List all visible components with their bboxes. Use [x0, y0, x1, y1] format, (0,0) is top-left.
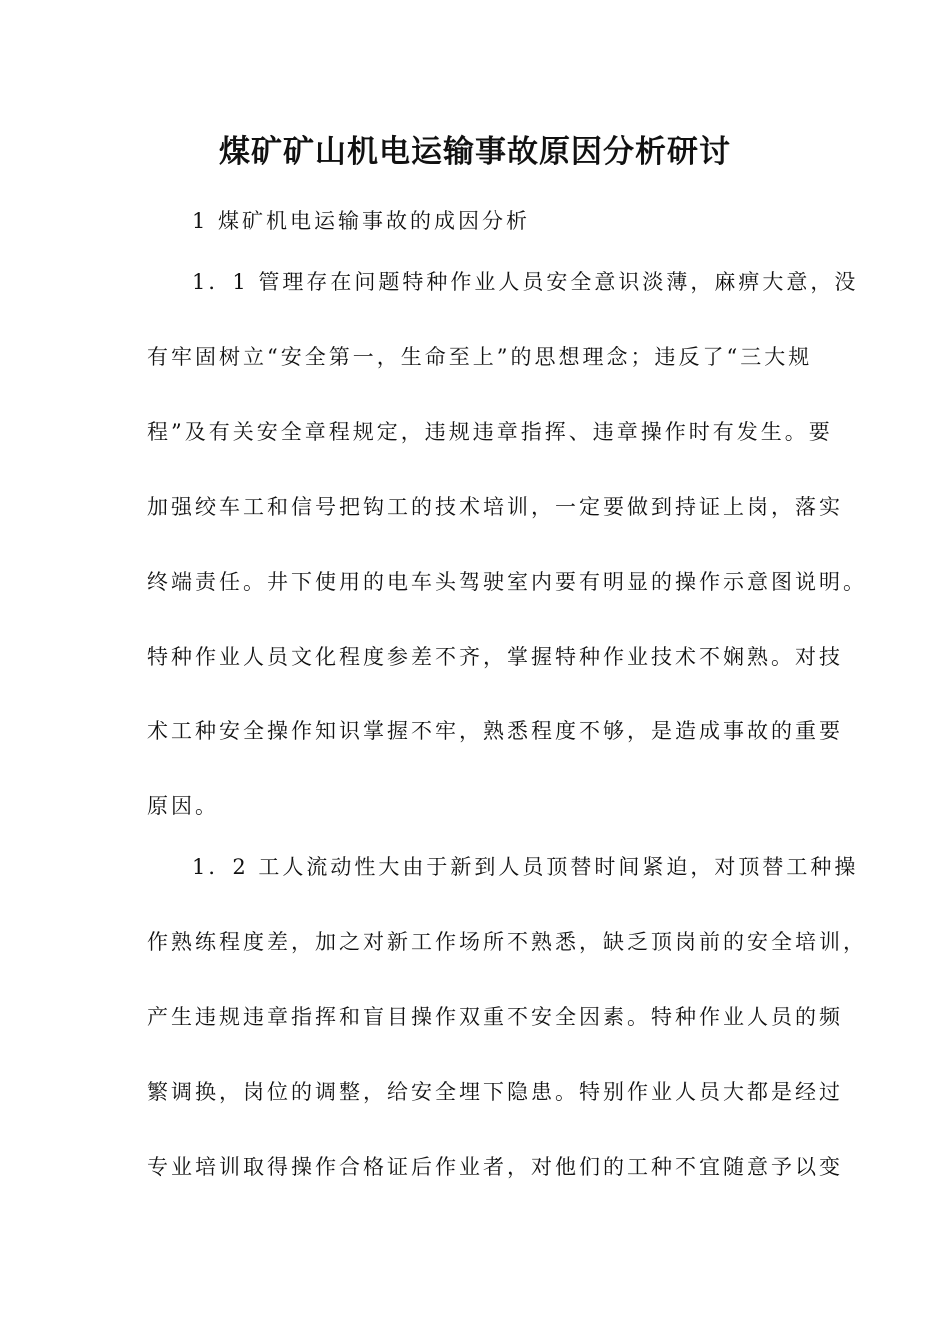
paragraph-line: 1．1 管理存在问题特种作业人员安全意识淡薄，麻痹大意，没 [192, 270, 859, 294]
paragraph-line: 原因。 [147, 794, 219, 818]
paragraph-line: 产生违规违章指挥和盲目操作双重不安全因素。特种作业人员的频 [147, 1005, 843, 1029]
paragraph-line: 特种作业人员文化程度参差不齐，掌握特种作业技术不娴熟。对技 [147, 645, 843, 669]
paragraph-line: 加强绞车工和信号把钩工的技术培训，一定要做到持证上岗，落实 [147, 495, 843, 519]
paragraph-line: 专业培训取得操作合格证后作业者，对他们的工种不宜随意予以变 [147, 1155, 843, 1179]
paragraph-line: 1．2 工人流动性大由于新到人员顶替时间紧迫，对顶替工种操 [192, 855, 859, 879]
paragraph-line: 作熟练程度差，加之对新工作场所不熟悉，缺乏顶岗前的安全培训， [147, 930, 867, 954]
paragraph-line: 术工种安全操作知识掌握不牢，熟悉程度不够，是造成事故的重要 [147, 719, 843, 743]
document-title: 煤矿矿山机电运输事故原因分析研讨 [219, 134, 731, 170]
section-heading: 1 煤矿机电运输事故的成因分析 [192, 209, 531, 233]
paragraph-line: 程”及有关安全章程规定，违规违章指挥、违章操作时有发生。要 [147, 420, 833, 444]
paragraph-line: 有牢固树立“安全第一，生命至上”的思想理念；违反了“三大规 [147, 345, 813, 369]
paragraph-line: 终端责任。井下使用的电车头驾驶室内要有明显的操作示意图说明。 [147, 570, 867, 594]
paragraph-line: 繁调换，岗位的调整，给安全埋下隐患。特别作业人员大都是经过 [147, 1080, 843, 1104]
